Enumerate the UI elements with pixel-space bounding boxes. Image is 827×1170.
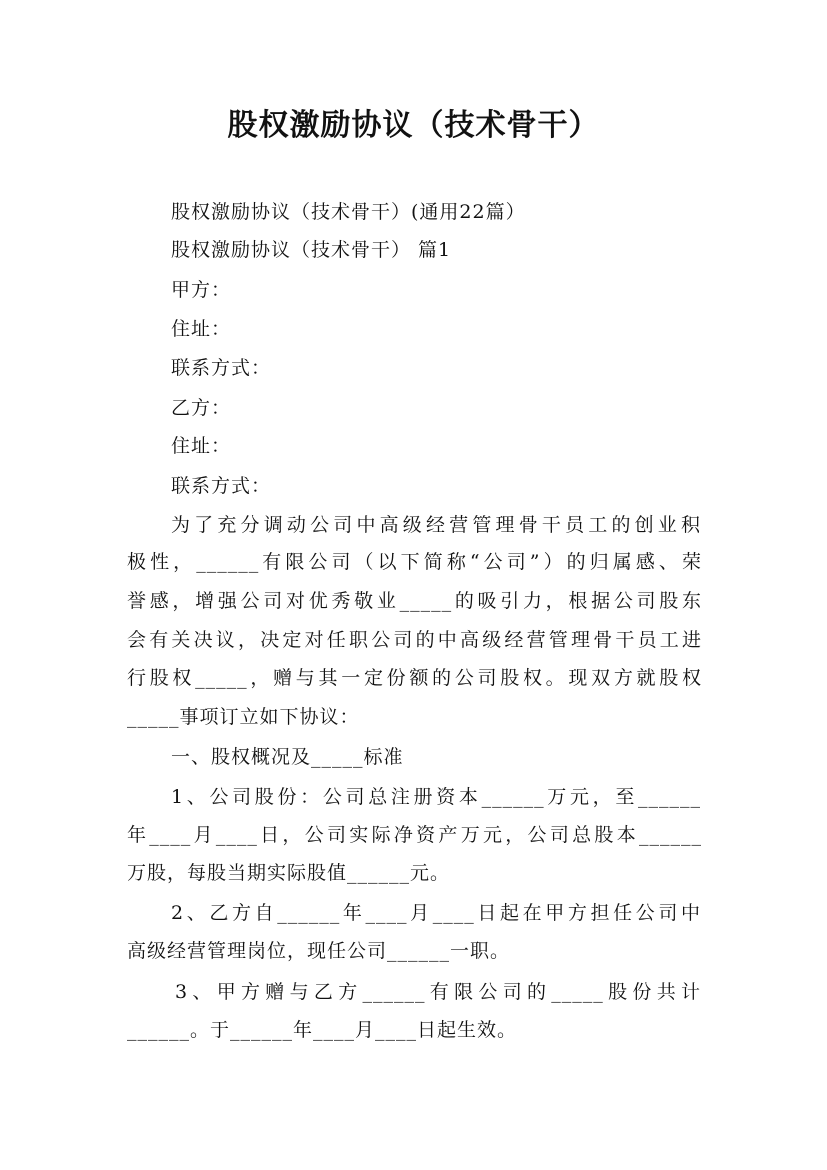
clause-line: 年____月____日，公司实际净资产万元，公司总股本______ <box>127 824 702 846</box>
party-a-address-label: 住址： <box>171 318 232 340</box>
clause-line: 高级经营管理岗位，现任公司______一职。 <box>127 940 511 962</box>
subtitle-line: 股权激励协议（技术骨干）(通用22篇） <box>171 201 526 223</box>
party-a-contact-label: 联系方式： <box>171 357 272 379</box>
section-heading: 股权激励协议（技术骨干） 篇1 <box>171 239 452 261</box>
party-b-address-label: 住址： <box>171 435 232 457</box>
paragraph-line: 极性，______有限公司（以下简称“公司”）的归属感、荣 <box>127 551 702 573</box>
paragraph-line: 行股权_____，赠与其一定份额的公司股权。现双方就股权 <box>127 667 702 689</box>
party-b-label: 乙方： <box>171 397 232 419</box>
paragraph-line: 誉感，增强公司对优秀敬业_____的吸引力，根据公司股东 <box>127 590 702 612</box>
paragraph-line: 会有关决议，决定对任职公司的中高级经营管理骨干员工进 <box>127 629 702 651</box>
party-a-label: 甲方： <box>171 279 232 301</box>
clause-line: 1、公司股份：公司总注册资本______万元，至______ <box>171 786 701 808</box>
clause-line: 3、甲方赠与乙方______有限公司的_____股份共计 <box>175 981 701 1003</box>
paragraph-line: _____事项订立如下协议： <box>127 706 360 728</box>
clause-heading: 一、股权概况及_____标准 <box>171 746 404 768</box>
party-b-contact-label: 联系方式： <box>171 475 272 497</box>
clause-line: 万股，每股当期实际股值______元。 <box>127 862 451 884</box>
clause-line: ______。于______年____月____日起生效。 <box>127 1019 518 1041</box>
clause-line: 2、乙方自______年____月____日起在甲方担任公司中 <box>171 902 701 924</box>
document-title: 股权激励协议（技术骨干） <box>227 108 600 143</box>
paragraph-line: 为了充分调动公司中高级经营管理骨干员工的创业积 <box>171 514 701 536</box>
